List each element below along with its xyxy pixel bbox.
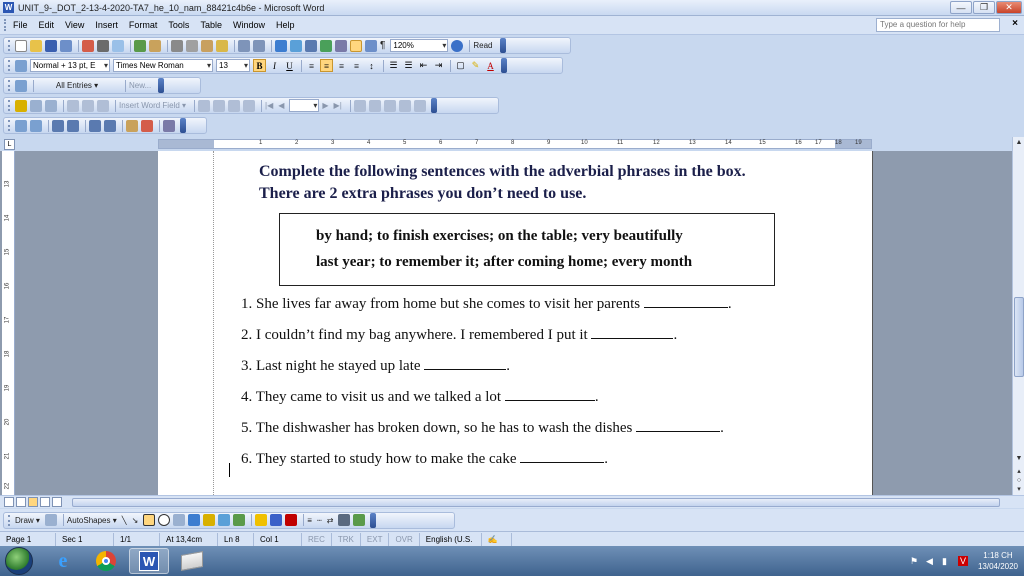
highlight-fields-icon[interactable] [213,100,225,112]
toc-icon[interactable] [163,120,175,132]
open-data-source-icon[interactable] [30,100,42,112]
ruler-tick: 3 [331,140,335,146]
sentence-text: 3. Last night he stayed up late [241,358,421,374]
ruler-tick: 2 [295,140,299,146]
help-icon[interactable] [451,40,463,52]
insert-table-icon[interactable] [305,40,317,52]
close-button[interactable]: ✕ [996,1,1022,14]
shadow-icon[interactable] [338,514,350,526]
window-title: UNIT_9-_DOT_2-13-4-2020-TA7_he_10_nam_88421c4b6e - Microsoft Word [18,2,325,13]
draw-menu[interactable]: Draw ▾ [15,515,40,525]
move-down-icon[interactable] [67,120,79,132]
outline-view-icon[interactable] [40,497,50,507]
vertical-ruler[interactable] [2,151,15,495]
insert-field-icon[interactable] [126,120,138,132]
dash-style-icon[interactable]: ┄ [316,515,322,525]
bullets-icon[interactable]: ☰ [404,60,413,70]
toolbar-grip[interactable] [8,120,11,131]
ruler-tick: 11 [617,140,624,146]
ruler-tick: 13 [689,140,696,146]
menu-edit[interactable]: Edit [38,20,55,30]
underline-button[interactable]: U [286,60,293,71]
formatting-toolbar [0,56,563,75]
ruler-tick: 8 [511,140,515,146]
sentence-2 [241,326,677,344]
align-right-icon[interactable]: ≡ [338,60,345,71]
status-at: At 13,4cm [160,533,218,546]
phrase-line-2: last year; to remember it; after coming home; every month [316,254,693,270]
oval-icon[interactable] [158,514,170,526]
demote-icon[interactable] [30,120,42,132]
insert-word-field-menu[interactable]: Insert Word Field ▾ [119,101,186,110]
copy-icon[interactable] [186,40,198,52]
menu-grip[interactable] [4,19,7,31]
vruler-tick: 20 [4,418,11,426]
vruler-tick: 22 [4,482,11,490]
toolbar-options-icon[interactable] [431,98,437,113]
line-spacing-icon[interactable]: ↕ [369,60,374,71]
clipart-icon[interactable] [218,514,230,526]
sentence-end: . [506,358,511,374]
toolbar-options-icon[interactable] [158,78,164,93]
redo-icon[interactable] [253,40,265,52]
first-record-icon[interactable]: |◀ [265,101,274,110]
flag-icon[interactable]: ⚑ [909,556,919,566]
toolbar-grip[interactable] [8,515,11,526]
open-folder-icon[interactable] [30,40,42,52]
find-entry-icon[interactable] [354,100,366,112]
sentence-end: . [594,389,599,405]
numbering-icon[interactable]: ☰ [389,60,398,70]
text-cursor [229,463,230,477]
menu-help[interactable]: Help [275,20,295,30]
chrome-icon[interactable] [86,548,126,574]
horizontal-scrollbar[interactable] [0,495,1024,508]
title-bar [0,0,1024,16]
font-select[interactable]: Times New Roman ▾ [113,59,213,72]
next-record-icon[interactable]: ▶ [322,101,329,110]
sentence-text: 2. I couldn’t find my bag anywhere. I remembered I put it [241,327,588,343]
menu-insert[interactable]: Insert [95,20,118,30]
style-select[interactable]: Normal + 13 pt, E ▾ [30,59,110,72]
sentence-text: 4. They came to visit us and we talked a lot [241,389,502,405]
sentence-3 [241,357,510,375]
arrow-style-icon[interactable]: ⇄ [326,515,334,525]
vruler-tick: 18 [4,350,11,358]
fill-color-icon[interactable] [255,514,267,526]
sentence-end: . [673,327,678,343]
picture-icon[interactable] [233,514,245,526]
select-objects-icon[interactable] [45,514,57,526]
vruler-tick: 17 [4,316,11,324]
move-up-icon[interactable] [52,120,64,132]
record-number-input[interactable] [289,99,319,112]
minimize-button[interactable]: — [950,1,972,14]
document-map-icon[interactable] [365,40,377,52]
spelling-status-icon[interactable]: ✍ [482,533,512,546]
vertical-scrollbar[interactable] [1012,137,1024,495]
show-hide-icon[interactable]: ¶ [380,40,386,51]
previous-page-icon[interactable]: ▴ [1017,468,1021,475]
vruler-tick: 19 [4,384,11,392]
internet-explorer-icon[interactable]: e [58,549,68,572]
research-icon[interactable] [149,40,161,52]
instruction-line-1: Complete the following sentences with the adverbial phrases in the box. [259,163,746,180]
help-search-input[interactable]: Type a question for help [876,18,1000,32]
volume-icon[interactable]: ◀ [925,556,933,566]
wordart-icon[interactable] [188,514,200,526]
clock[interactable] [978,550,1018,572]
tables-borders-icon[interactable] [290,40,302,52]
answer-blank[interactable] [591,326,673,339]
ruler-tick: 16 [795,140,802,146]
line-style-icon[interactable]: ≡ [307,515,312,525]
menu-file[interactable]: File [13,20,28,30]
format-painter-icon[interactable] [216,40,228,52]
status-page: Page 1 [0,533,56,546]
align-center-icon[interactable]: ≡ [320,59,333,72]
drawing-icon[interactable] [350,40,362,52]
autoshapes-menu[interactable]: AutoShapes ▾ [66,515,117,525]
horizontal-ruler[interactable] [158,139,872,149]
ruler-tick: 7 [475,140,479,146]
status-rec[interactable]: REC [302,533,332,546]
sentence-5 [241,419,724,437]
bold-button[interactable]: B [253,59,266,72]
clock-date: 13/04/2020 [977,562,1018,571]
toolbar-grip[interactable] [8,60,11,71]
styles-formatting-icon[interactable] [15,60,27,72]
new-autotext-button[interactable]: New... [129,81,152,90]
sentence-4 [241,388,599,406]
highlight-icon[interactable]: ✎ [471,60,480,70]
ruler-tick: 12 [653,140,660,146]
word-logo-icon: W [139,551,159,571]
network-icon[interactable]: ▮ [941,556,947,566]
standard-toolbar [0,36,571,55]
save-icon[interactable] [45,40,57,52]
read-button[interactable]: Read [473,41,493,50]
phrase-box [279,213,775,286]
ruler-tick: 14 [725,140,732,146]
email-icon[interactable] [82,40,94,52]
view-merged-data-icon[interactable] [198,100,210,112]
ruler-tick: 9 [547,140,551,146]
ruler-tick: 19 [855,140,862,146]
vruler-tick: 14 [4,214,11,222]
all-entries-menu[interactable]: All Entries ▾ [55,81,99,90]
line-color-icon[interactable] [270,514,282,526]
toolbar-grip[interactable] [8,100,11,111]
status-line: Ln 8 [218,533,254,546]
sort-ascending-icon[interactable] [89,120,101,132]
clock-time: 1:18 CH [983,551,1013,560]
sentence-text: 5. The dishwasher has broken down, so he has to wash the dishes [241,420,633,436]
toolbar-grip[interactable] [8,80,11,91]
sentence-6 [241,450,608,468]
ruler-tick: 18 [835,140,842,146]
permission-icon[interactable] [60,40,72,52]
toolbar-options-icon[interactable] [501,58,507,73]
justify-icon[interactable]: ≡ [353,60,360,71]
tab-selector[interactable]: L [4,139,15,150]
print-layout-icon[interactable] [28,497,38,507]
start-button[interactable] [5,547,33,575]
menu-table[interactable]: Table [200,20,222,30]
autotext-icon[interactable] [15,80,27,92]
ruler-tick: 4 [367,140,371,146]
select-browse-object-icon[interactable]: ○ [1016,477,1022,484]
line-icon[interactable]: ╲ [121,515,127,525]
diagram-icon[interactable] [203,514,215,526]
print-icon[interactable] [97,40,109,52]
undo-icon[interactable] [238,40,250,52]
increase-indent-icon[interactable]: ⇥ [434,60,443,70]
print-preview-icon[interactable] [112,40,124,52]
ruler-tick: 10 [581,140,588,146]
autotext-toolbar [0,76,201,95]
menu-window[interactable]: Window [232,20,265,30]
window-controls [950,1,1022,14]
recipients-icon[interactable] [45,100,57,112]
vruler-tick: 21 [4,452,11,460]
insert-address-block-icon[interactable] [67,100,79,112]
status-pages: 1/1 [114,533,160,546]
new-document-icon[interactable] [15,40,27,52]
borders-icon[interactable]: ▢ [456,60,465,70]
normal-view-icon[interactable] [4,497,14,507]
answer-blank[interactable] [644,295,728,308]
toolbar-grip[interactable] [8,40,11,51]
check-errors-icon[interactable] [369,100,381,112]
menu-format[interactable]: Format [128,20,158,30]
sentence-end: . [720,420,724,436]
system-tray [910,546,1024,576]
answer-blank[interactable] [636,419,720,432]
next-page-icon[interactable]: ▾ [1017,486,1021,493]
answer-blank[interactable] [424,357,506,370]
menu-bar [0,16,1024,35]
ruler-tick: 1 [259,140,263,146]
answer-blank[interactable] [520,450,604,463]
align-left-icon[interactable]: ≡ [308,60,315,71]
match-fields-icon[interactable] [228,100,240,112]
status-trk[interactable]: TRK [332,533,361,546]
main-document-setup-icon[interactable] [15,100,27,112]
italic-button[interactable]: I [273,60,276,71]
font-size-select[interactable]: 13 ▾ [216,59,250,72]
hyperlink-icon[interactable] [275,40,287,52]
zoom-select[interactable]: 120% ▾ [390,39,448,52]
menu-tools[interactable]: Tools [168,20,190,30]
close-document-button[interactable]: × [1012,18,1018,29]
rectangle-icon[interactable] [143,514,155,526]
columns-icon[interactable] [335,40,347,52]
horizontal-scroll-thumb[interactable] [72,498,1000,507]
paste-icon[interactable] [201,40,213,52]
insert-greeting-icon[interactable] [82,100,94,112]
ruler-tick: 6 [439,140,443,146]
status-bar [0,531,1024,546]
scroll-down-icon[interactable]: ▼ [1015,455,1023,462]
merge-email-icon[interactable] [414,100,426,112]
textbox-icon[interactable] [173,514,185,526]
propagate-labels-icon[interactable] [243,100,255,112]
outlining-toolbar [0,116,207,135]
sentence-end: . [727,296,732,312]
document-area[interactable] [0,151,1012,495]
vruler-tick: 15 [4,248,11,256]
ruler-tick: 15 [759,140,766,146]
status-ovr[interactable]: OVR [389,533,419,546]
promote-icon[interactable] [15,120,27,132]
scroll-thumb[interactable] [1014,297,1024,377]
horizontal-ruler-row [0,137,1024,151]
toolbar-options-icon[interactable] [370,513,376,528]
spelling-icon[interactable] [134,40,146,52]
previous-record-icon[interactable]: ◀ [278,101,285,110]
antivirus-icon[interactable]: V [959,556,966,566]
ruler-tick: 17 [815,140,822,146]
instruction-line-2: There are 2 extra phrases you don’t need to use. [259,185,587,202]
status-ext[interactable]: EXT [361,533,390,546]
mailmerge-toolbar [0,96,499,115]
document-content[interactable] [213,151,833,495]
web-view-icon[interactable] [16,497,26,507]
decrease-indent-icon[interactable]: ⇤ [419,60,428,70]
insert-merge-fields-icon[interactable] [97,100,109,112]
merge-printer-icon[interactable] [399,100,411,112]
insert-excel-icon[interactable] [320,40,332,52]
arrow-icon[interactable]: ↘ [131,515,139,525]
word-taskbar-icon[interactable] [129,548,169,574]
scroll-up-icon[interactable]: ▲ [1015,139,1023,146]
sentence-text: 1. She lives far away from home but she comes to visit her parents [241,296,641,312]
status-section: Sec 1 [56,533,114,546]
word-app-icon[interactable]: W [4,3,13,12]
menu-view[interactable]: View [65,20,85,30]
status-language[interactable]: English (U.S. [420,533,482,546]
3d-icon[interactable] [353,514,365,526]
toolbar-options-icon[interactable] [500,38,506,53]
drawing-toolbar [0,509,1024,531]
status-column: Col 1 [254,533,302,546]
vruler-tick: 16 [4,282,11,290]
sort-descending-icon[interactable] [104,120,116,132]
ruler-tick: 5 [403,140,407,146]
toolbar-options-icon[interactable] [180,118,186,133]
phrase-line-1: by hand; to finish exercises; on the table; very beautifully [316,228,683,244]
font-color-draw-icon[interactable] [285,514,297,526]
vruler-tick: 13 [4,180,11,188]
restore-button[interactable]: ❐ [973,1,995,14]
explorer-icon[interactable] [172,548,212,574]
sentence-text: 6. They started to study how to make the cake [241,451,517,467]
sentence-1 [241,295,732,313]
last-record-icon[interactable]: ▶| [333,101,342,110]
font-color-icon[interactable]: A [487,60,494,71]
answer-blank[interactable] [505,388,595,401]
update-field-icon[interactable] [141,120,153,132]
cut-icon[interactable] [171,40,183,52]
reading-view-icon[interactable] [52,497,62,507]
sentence-end: . [604,451,608,467]
merge-new-document-icon[interactable] [384,100,396,112]
taskbar [0,546,1024,576]
